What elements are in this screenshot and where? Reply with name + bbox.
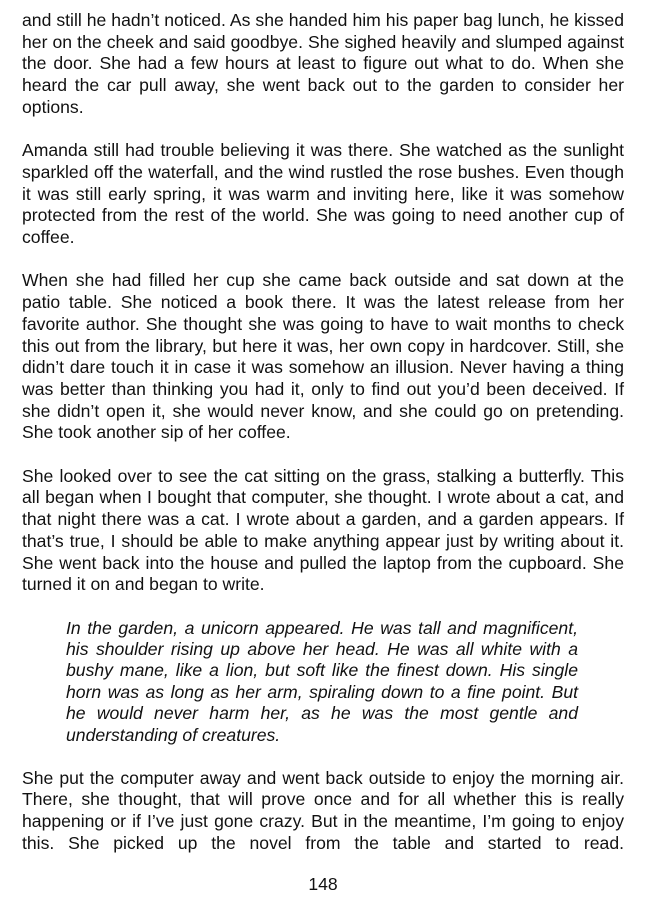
page-number: 148 [308,874,338,894]
paragraph-1: and still he hadn’t noticed. As she handed him his paper bag lunch, he kissed her on the cheek and said goodbye. She sighed heavily and slumped against the door. She had a few hours at least to figure out what to do. When she heard the car pull away, she went back out to the garden to consider her options. [22,10,624,117]
block-quote: In the garden, a unicorn appeared. He was tall and magnificent, his shoulder rising up above her head. He was all white with a bushy mane, like a lion, but soft like the finest down. His single horn was as long as her arm, spiraling down to a fine point. But he would never harm her, as he was the most gentle and understanding of creatures. [66,617,578,745]
page-body [22,10,624,876]
paragraph-3: When she had filled her cup she came back outside and sat down at the patio table. She noticed a book there. It was the latest release from her favorite author. She thought she was going to have to wait months to check this out from the library, but here it was, her own copy in hardcover. Still, she didn’t dare touch it in case it was somehow an illusion. Never having a thing was better than thinking you had it, only to find out you’d been deceived. If she didn’t open it, she would never know, and she could go on pretending. She took another sip of her coffee. [22,270,624,443]
paragraph-2: Amanda still had trouble believing it was there. She watched as the sunlight sparkled off the waterfall, and the wind rustled the rose bushes. Even though it was still early spring, it was warm and inviting here, like it was somehow protected from the rest of the world. She was going to need another cup of coffee. [22,140,624,248]
paragraph-4: She looked over to see the cat sitting on the grass, stalking a butterfly. This all began when I bought that computer, she thought. I wrote about a cat, and that night there was a cat. I wrote about a garden, and a garden appears. If that’s true, I should be able to make anything appear just by writing about it. She went back into the house and pulled the laptop from the cupboard. She turned it on and began to write. [22,465,624,595]
paragraph-final: She put the computer away and went back outside to enjoy the morning air. There, she thought, that will prove once and for all whether this is really happening or if I’ve just gone crazy. But in the meantime, I’m going to enjoy this. She picked up the novel from the table and started to read. [22,767,624,853]
